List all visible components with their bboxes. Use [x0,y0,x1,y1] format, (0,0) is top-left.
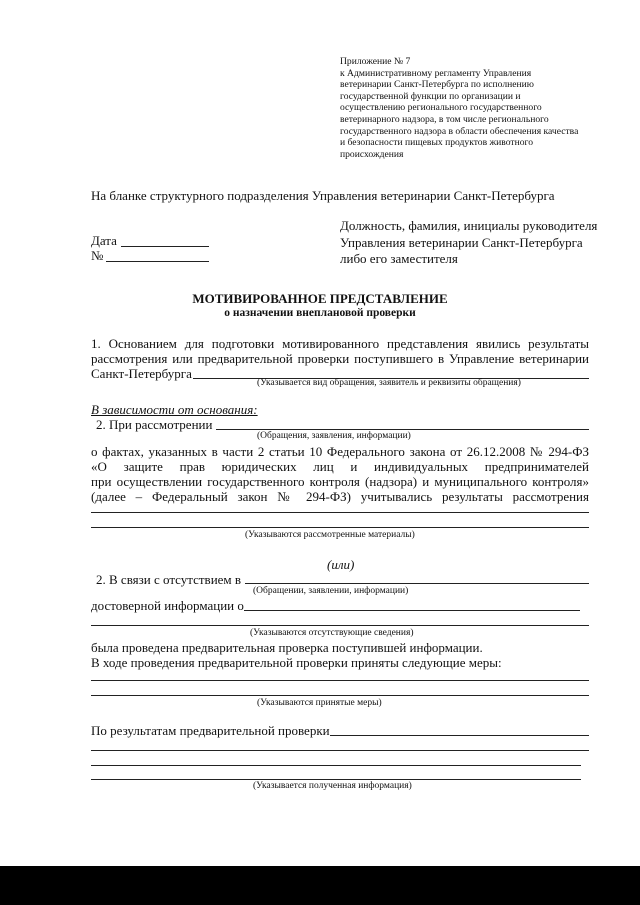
p2-2-line-2: была проведена предварительная проверка поступившей информации. [91,640,483,655]
p2-1-materials-field-2[interactable] [91,527,589,528]
appendix-line: Приложение № 7 [340,56,411,67]
document-subtitle: о назначении внеплановой проверки [224,307,416,319]
p2-2-line-1: достоверной информации о [91,598,244,613]
p2-2-hint-3: (Указываются принятые меры) [257,698,382,708]
p3-result-field[interactable] [330,735,589,736]
appendix-line: государственной функции по организации и [340,90,521,102]
p1-hint: (Указывается вид обращения, заявитель и реквизиты обращения) [257,378,521,388]
scan-bottom-edge [0,866,640,905]
p2-2-hint: (Обращении, заявлении, информации) [253,586,409,596]
p2-2-label: 2. В связи с отсутствием в [96,572,242,587]
p2-2-hint-2: (Указываются отсутствующие сведения) [250,628,414,638]
p2-2-measures-field-1[interactable] [91,680,589,681]
appendix-line: ветеринарии Санкт-Петербурга по исполнению [340,79,534,91]
p2-1-line-4: (далее – Федеральный закон № 294-ФЗ) учитывались результаты рассмотрения [91,489,589,504]
p1-line-2: рассмотрения или предварительной проверки поступившего в Управление ветеринарии [91,351,589,366]
date-label: Дата [91,233,117,248]
appendix-line: государственного надзора в области обеспечения качества [340,125,579,137]
p2-1-label: 2. При рассмотрении [96,417,213,432]
addressee-block [340,218,597,268]
addressee-line: Управления ветеринарии Санкт-Петербурга [340,234,583,250]
addressee-line: либо его заместителя [340,251,458,266]
depending-label: В зависимости от основания: [91,402,258,417]
p2-1-hint-2: (Указываются рассмотренные материалы) [245,530,415,540]
p1-line-1: 1. Основанием для подготовки мотивированного представления явились результаты [91,336,589,351]
letterhead-note: На бланке структурного подразделения Управления ветеринарии Санкт-Петербурга [91,188,555,203]
p2-2-info-field[interactable] [244,610,580,611]
p2-1-line-1: о фактах, указанных в части 2 статьи 10 Федерального закона от 26.12.2008 № 294-ФЗ [91,444,589,459]
p2-1-line-2: «О защите прав юридических лиц и индивидуальных предпринимателей [91,459,589,474]
p3-result-field-3[interactable] [91,765,581,766]
appendix-block [340,56,578,160]
p3-result-field-4[interactable] [91,779,581,780]
appendix-line: и безопасности пищевых продуктов животного [340,137,534,149]
p3-result-field-2[interactable] [91,750,589,751]
p2-2-appeal-field[interactable] [245,583,589,584]
p2-2-line-3: В ходе проведения предварительной проверки приняты следующие меры: [91,655,502,670]
p2-1-hint: (Обращения, заявления, информации) [257,431,411,441]
p2-1-materials-field-1[interactable] [91,512,589,513]
appendix-line: к Административному регламенту Управления [340,67,532,79]
p3-hint: (Указывается полученная информация) [253,781,412,791]
appendix-line: происхождения [340,148,404,160]
appendix-line: осуществлению регионального государственного [340,102,542,114]
number-field[interactable] [106,261,209,262]
number-label: № [91,248,104,263]
appendix-line: ветеринарного надзора, в том числе регионального [340,113,549,125]
p2-2-measures-field-2[interactable] [91,695,589,696]
or-label: (или) [327,557,355,572]
p2-1-line-3: при осуществлении государственного контроля (надзора) и муниципального контроля» [91,474,589,489]
p3-label: По результатам предварительной проверки [91,723,330,738]
addressee-line: Должность, фамилия, инициалы руководителя [340,218,598,233]
p2-1-appeal-field[interactable] [216,429,589,430]
date-field[interactable] [121,246,209,247]
p1-line-3: Санкт-Петербурга [91,366,192,381]
document-title: МОТИВИРОВАННОЕ ПРЕДСТАВЛЕНИЕ [192,291,448,306]
p2-2-info-field-2[interactable] [91,625,589,626]
